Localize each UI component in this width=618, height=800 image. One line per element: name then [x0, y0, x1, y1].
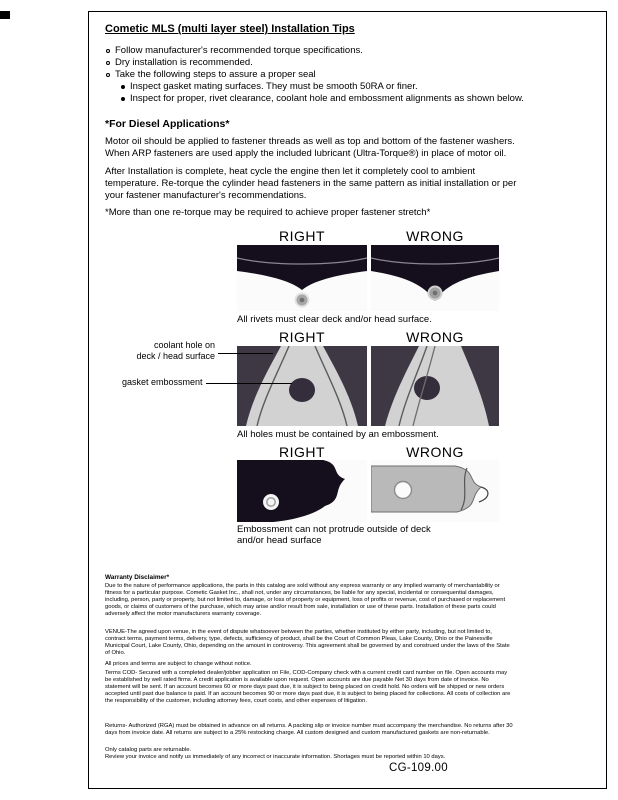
gasket-embossment-callout: gasket embossment	[122, 377, 203, 387]
diagram-caption-rivets: All rivets must clear deck and/or head surface.	[237, 314, 432, 325]
hole-contained-wrong-diagram	[371, 346, 499, 426]
review-invoice-line: Review your invoice and notify us immediately of any incorrect or inaccurate information. Shortages must be reported within 10 days.	[105, 754, 446, 760]
tip-text: Take the following steps to assure a proper seal	[115, 69, 316, 80]
hollow-bullet-icon	[106, 61, 110, 65]
diesel-paragraph-1: Motor oil should be applied to fastener threads as well as top and bottom of the fastener washers. When ARP fasteners are used apply the included lubricant (Ultra-Torque®) in place of motor oil.	[105, 136, 515, 159]
tip-sub-item	[121, 93, 524, 105]
tip-sub-item	[121, 81, 418, 93]
venue-paragraph: VENUE-The agreed upon venue, in the event of dispute whatsoever between the parties, whether instituted by either party, including, but not limited to, contract terms, payment terms, delivery, type, defects, sufficiency of product, shall be the Court of Common Pleas, Lake County, Ohio or the Painesville Municipal Court, Lake County, Ohio, depending on the amount in controversy. This agreement shall be governed by and construed under the laws of the State of Ohio.	[105, 629, 510, 656]
document-number: CG-109.00	[389, 762, 448, 774]
column-header-right: RIGHT	[278, 444, 326, 460]
column-header-wrong: WRONG	[406, 228, 464, 244]
rivet-clear-wrong-illustration	[371, 245, 499, 311]
tip-item	[106, 69, 316, 81]
only-catalog-line: Only catalog parts are returnable.	[105, 747, 192, 753]
filled-bullet-icon	[121, 85, 125, 89]
embossment-wrong-illustration	[371, 460, 499, 522]
warranty-disclaimer-heading: Warranty Disclaimer*	[105, 574, 170, 581]
rivet-clear-right-illustration	[237, 245, 367, 311]
tip-item	[106, 57, 253, 69]
hole-contained-right-illustration	[237, 346, 367, 426]
column-header-right: RIGHT	[278, 228, 326, 244]
embossment-callout-leader-line	[206, 383, 292, 384]
diesel-heading: *For Diesel Applications*	[105, 118, 230, 130]
tip-text: Inspect for proper, rivet clearance, coolant hole and embossment alignments as shown below.	[130, 93, 524, 104]
hole-contained-right-diagram	[237, 346, 367, 426]
coolant-hole-callout-line2: deck / head surface	[136, 350, 215, 361]
embossment-right-illustration	[237, 460, 367, 522]
terms-cod-paragraph: Terms COD- Secured with a completed dealer/jobber application on File, COD-Company check with a current credit card number on file. Open accounts may be established by well rated firms. A credit application is available upon request. Open accounts are due payable Net 30 days from date of invoice. No statement will be sent. If an account becomes 60 or more days past due, it is subject to being placed on credit hold. No orders will be shipped or new orders accepted until past due balance is paid. If an account becomes 90 or more days past due, it is subject to being placed for collections. All costs of collection are the responsibility of the customer, including attorney fees, court costs, and other expenses of litigation.	[105, 670, 511, 704]
column-header-wrong: WRONG	[406, 444, 464, 460]
hollow-bullet-icon	[106, 73, 110, 77]
filled-bullet-icon	[121, 97, 125, 101]
returns-paragraph: Returns- Authorized (RGA) must be obtained in advance on all returns. A packing slip or invoice number must accompany the merchandise. No returns after 30 days from invoice date. All returns are subject to a 25% restocking charge. All custom designed and custom manufactured gaskets are non-returnable.	[105, 723, 513, 736]
coolant-hole-callout-line1: coolant hole on	[153, 340, 215, 350]
coolant-callout-leader-line	[218, 353, 273, 354]
rivet-clear-wrong-diagram	[371, 245, 499, 311]
diagram-caption-holes: All holes must be contained by an embossment.	[237, 429, 439, 440]
column-header-right: RIGHT	[278, 329, 326, 345]
embossment-wrong-diagram	[371, 460, 499, 522]
print-crop-mark	[0, 11, 10, 19]
coolant-hole-callout	[110, 340, 215, 361]
embossment-right-diagram	[237, 460, 367, 522]
diagram-caption-protrusion-line2: and/or head surface	[237, 535, 322, 546]
tip-text: Inspect gasket mating surfaces. They must be smooth 50RA or finer.	[130, 81, 418, 92]
tip-text: Dry installation is recommended.	[115, 57, 253, 68]
tip-text: Follow manufacturer's recommended torque specifications.	[115, 45, 363, 56]
retorque-note: *More than one re-torque may be required to achieve proper fastener stretch*	[105, 207, 431, 218]
hollow-bullet-icon	[106, 49, 110, 53]
hole-contained-wrong-illustration	[371, 346, 499, 426]
prices-notice: All prices and terms are subject to change without notice.	[105, 661, 252, 667]
page-title: Cometic MLS (multi layer steel) Installation Tips	[105, 23, 355, 35]
tip-item	[106, 45, 363, 57]
column-header-wrong: WRONG	[406, 329, 464, 345]
diagram-caption-protrusion-line1: Embossment can not protrude outside of deck	[237, 524, 431, 535]
diesel-paragraph-2: After Installation is complete, heat cycle the engine then let it completely cool to ambient temperature. Re-torque the cylinder head fasteners in the same pattern as initial installation or per your fastener manufacturer's recommendations.	[105, 166, 517, 201]
warranty-paragraph: Due to the nature of performance applications, the parts in this catalog are sold without any express warranty or any implied warranty of merchantability or fitness for a particular purpose. Cometic Gasket Inc., shall not, under any circumstances, be liable for any special, incidental or consequential damages, including, person, party or property, but not limited to, damage, or loss of property or equipment, loss of profits or revenue, cost of purchased or replacement goods, or claims of customers of the purchase, which may arise and/or result from sale, installation or use of these parts. Installation of these parts could adversely affect the motor manufacturers warranty coverage.	[105, 583, 506, 617]
rivet-clear-right-diagram	[237, 245, 367, 311]
